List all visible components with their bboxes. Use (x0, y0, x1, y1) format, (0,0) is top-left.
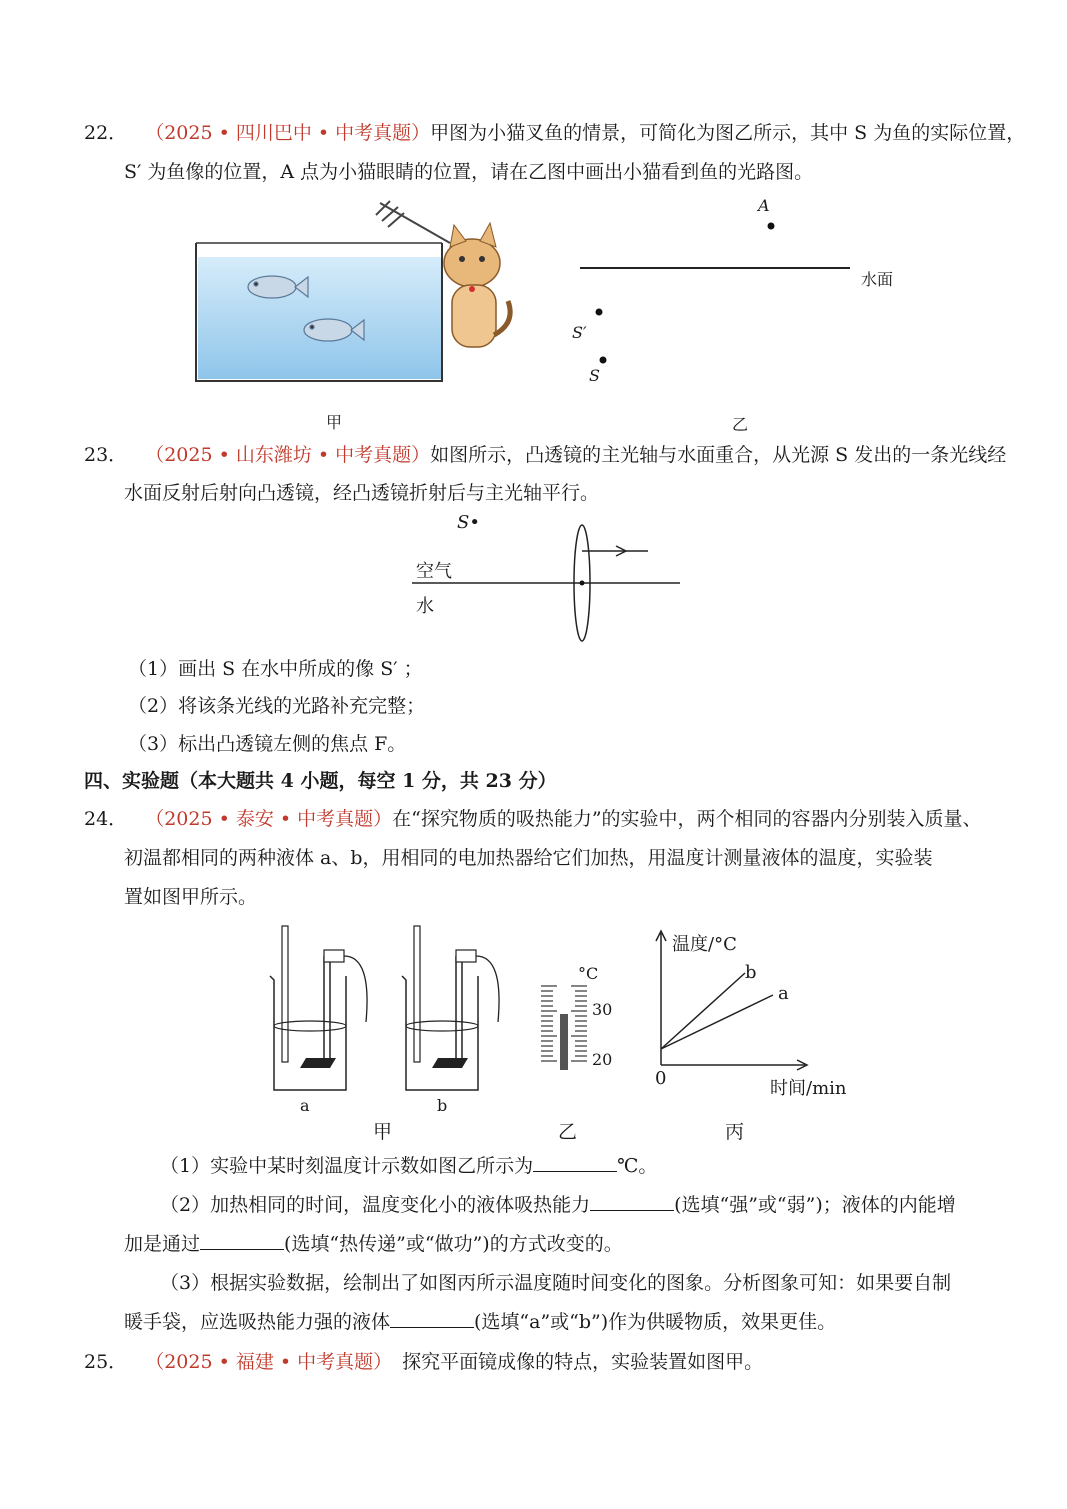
q24-line1 (84, 806, 982, 832)
lens-diagram (410, 515, 700, 650)
figure-label-yi: 乙 (732, 415, 749, 434)
label-a: A (758, 196, 770, 215)
label-water-surface: 水面 (861, 270, 894, 289)
beaker-label-a: a (300, 1096, 310, 1115)
q23-sub1: （1）画出 S 在水中所成的像 S′ ； (128, 658, 423, 680)
cat-fishing-figure (190, 195, 520, 390)
q24-sub3-cont (124, 1309, 836, 1335)
section-heading: 四、实验题（本大题共 4 小题，每空 1 分，共 23 分） (84, 770, 557, 792)
thermo-tick-30: 30 (592, 1000, 613, 1019)
graph-xlabel: 时间/min (770, 1078, 847, 1099)
sub-text: 暖手袋，应选吸热能力强的液体 (124, 1311, 391, 1333)
series-line-b (661, 973, 745, 1049)
graph-ylabel: 温度/°C (672, 934, 737, 955)
question-number: 24． (84, 808, 128, 830)
question-source: （2025 • 泰安 • 中考真题） (145, 808, 393, 830)
sub-text: ℃。 (617, 1155, 658, 1177)
cat-icon (444, 223, 510, 347)
sub-text: (选填“热传递”或“做功”)的方式改变的。 (284, 1233, 623, 1255)
label-s-prime: S′ (572, 323, 587, 342)
series-line-a (661, 995, 773, 1049)
q23-sub2: （2）将该条光线的光路补充完整； (128, 695, 426, 717)
mercury-column (560, 1014, 568, 1070)
question-number: 23． (84, 444, 128, 466)
q23-line1 (84, 442, 1006, 468)
beaker-label-b: b (437, 1096, 448, 1115)
sub-text: (选填“强”或“弱”)；液体的内能增 (674, 1194, 956, 1216)
thermometer-icon (282, 926, 288, 1062)
label-s-source: S• (457, 512, 480, 533)
answer-blank[interactable] (390, 1309, 474, 1328)
q24-sub1 (160, 1153, 657, 1179)
sub-text: 加是通过 (124, 1233, 201, 1255)
q23-line2: 水面反射后射向凸透镜，经凸透镜折射后与主光轴平行。 (124, 482, 600, 504)
sub-text: (选填“a”或“b”)作为供暖物质，效果更佳。 (474, 1311, 837, 1333)
q24-sub2 (160, 1192, 956, 1218)
water-area (198, 257, 442, 379)
beaker-b (402, 926, 499, 1090)
figure-label-yi: 乙 (558, 1121, 578, 1143)
graph-label-b: b (745, 962, 757, 983)
graph-label-a: a (778, 983, 789, 1004)
question-source: （2025 • 福建 • 中考真题） (145, 1351, 393, 1373)
q24-sub2-cont (124, 1231, 623, 1257)
point-s (600, 357, 607, 364)
q23-sub3: （3）标出凸透镜左侧的焦点 F。 (128, 733, 407, 755)
figure-label-jia: 甲 (373, 1121, 393, 1143)
question-text: 如图所示，凸透镜的主光轴与水面重合，从光源 S 发出的一条光线经 (430, 444, 1007, 466)
sub-text: （2）加热相同的时间，温度变化小的液体吸热能力 (160, 1194, 591, 1216)
point-a (768, 223, 775, 230)
question-text: 甲图为小猫叉鱼的情景，可简化为图乙所示，其中 S 为鱼的实际位置， (430, 122, 1026, 144)
answer-blank[interactable] (533, 1153, 617, 1172)
q22-line2: S′ 为鱼像的位置，A 点为小猫眼睛的位置，请在乙图中画出小猫看到鱼的光路图。 (124, 161, 814, 183)
answer-blank[interactable] (590, 1192, 674, 1211)
question-source: （2025 • 山东潍坊 • 中考真题） (145, 444, 431, 466)
question-text: 在“探究物质的吸热能力”的实验中，两个相同的容器内分别装入质量、 (392, 808, 982, 830)
graph-origin: 0 (655, 1068, 667, 1089)
question-text: 探究平面镜成像的特点，实验装置如图甲。 (402, 1351, 764, 1373)
answer-blank[interactable] (200, 1231, 284, 1250)
label-s: S (589, 366, 600, 385)
figure-label-jia: 甲 (326, 413, 343, 432)
heater-icon (300, 1058, 336, 1068)
q25-line1 (84, 1349, 763, 1375)
beaker-a (270, 926, 367, 1090)
question-number: 25． (84, 1351, 128, 1373)
sub-text: （1）实验中某时刻温度计示数如图乙所示为 (160, 1155, 534, 1177)
question-source: （2025 • 四川巴中 • 中考真题） (145, 122, 431, 144)
thermometer-icon (414, 926, 420, 1062)
q24-line2: 初温都相同的两种液体 a、b，用相同的电加热器给它们加热，用温度计测量液体的温度，实验装 (124, 847, 933, 869)
thermo-unit: °C (578, 964, 599, 983)
beakers-figure (260, 918, 510, 1098)
figure-label-bing: 丙 (725, 1121, 745, 1143)
heater-icon (432, 1058, 468, 1068)
optical-center (580, 581, 585, 586)
thermometer-scale (535, 980, 595, 1070)
label-water: 水 (416, 596, 434, 617)
fork-icon (376, 201, 450, 243)
q24-sub3: （3）根据实验数据，绘制出了如图丙所示温度随时间变化的图象。分析图象可知：如果要自制 (160, 1272, 952, 1294)
point-s-image (596, 309, 603, 316)
thermo-tick-20: 20 (592, 1050, 613, 1069)
question-number: 22． (84, 122, 128, 144)
fish-image-diagram (570, 190, 910, 390)
q22-line1 (84, 120, 1025, 146)
q24-line3: 置如图甲所示。 (124, 886, 258, 908)
label-air: 空气 (416, 561, 452, 582)
